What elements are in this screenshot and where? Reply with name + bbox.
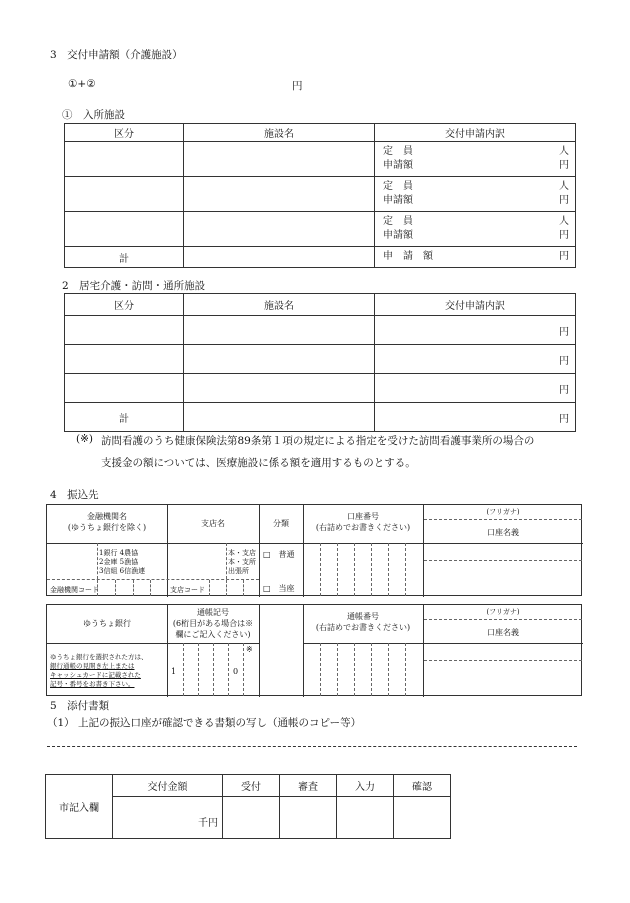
header-confirm: 確認 xyxy=(394,775,451,797)
facility-name-cell[interactable] xyxy=(184,374,375,403)
branch-types-line1: 本・支店 xyxy=(228,549,256,557)
bank-types-line1: 1銀行 4農協 xyxy=(99,549,139,557)
yucho-furigana-label: (フリガナ) xyxy=(486,608,520,616)
header-facility-name: 施設名 xyxy=(184,124,375,142)
yucho-bank-label: ゆうちょ銀行 xyxy=(83,619,131,628)
total-facility-cell xyxy=(184,247,375,268)
review-cell[interactable] xyxy=(280,797,337,839)
account-header-line1: 口座番号 xyxy=(347,512,379,521)
yen-unit: 円 xyxy=(559,160,569,171)
total-amount-label: 申 請 額 xyxy=(383,251,433,262)
branch-code-label: 支店コード xyxy=(170,586,205,594)
total-facility-cell xyxy=(184,403,375,432)
person-unit: 人 xyxy=(559,181,569,192)
number-header-line1: 通帳番号 xyxy=(347,612,379,621)
total-amount-cell[interactable]: 円 xyxy=(375,403,576,432)
account-number-header xyxy=(303,511,423,533)
person-unit: 人 xyxy=(559,146,569,157)
type-header: 分類 xyxy=(273,519,289,528)
section3-title: 3 交付申請額（介護施設） xyxy=(50,49,183,61)
passbook-symbol-header xyxy=(167,607,259,640)
facility-name-cell[interactable] xyxy=(184,142,375,177)
bank-name-header-line2: (ゆうちょ銀行を除く) xyxy=(67,523,147,532)
confirm-cell[interactable] xyxy=(394,797,451,839)
note-mark: (※) xyxy=(76,433,93,445)
teiin-label: 定 員 xyxy=(383,146,413,157)
section5-title: 5 添付書類 xyxy=(50,700,110,712)
yen-unit: 円 xyxy=(559,230,569,241)
breakdown-cell[interactable] xyxy=(375,142,576,177)
section3-yen: 円 xyxy=(292,80,303,92)
number-header-line2: (右詰めでお書きください) xyxy=(315,623,411,632)
symbol-header-line2: (6桁目がある場合は※ xyxy=(172,619,254,628)
input-cell[interactable] xyxy=(337,797,394,839)
category-cell[interactable] xyxy=(65,142,184,177)
section5-item1: （1） 上記の振込口座が確認できる書類の写し（通帳のコピー等） xyxy=(47,717,362,729)
bank-account-table xyxy=(46,504,582,596)
yucho-note-line1: ゆうちょ銀行を選択された方は、 xyxy=(50,653,148,661)
bank-types xyxy=(99,549,145,576)
amount-cell[interactable]: 円 xyxy=(375,345,576,374)
amount-label: 申請額 xyxy=(383,195,413,206)
category-cell[interactable] xyxy=(65,212,184,247)
furigana-label: (フリガナ) xyxy=(486,508,520,516)
facility-name-cell[interactable] xyxy=(184,345,375,374)
branch-types-line3: 出張所 xyxy=(228,567,249,575)
yucho-instructions xyxy=(50,653,148,689)
teiin-label: 定 員 xyxy=(383,181,413,192)
table2-title: 2 居宅介護・訪問・通所施設 xyxy=(62,280,206,292)
note-line-1: 訪問看護のうち健康保険法第89条第１項の規定による指定を受けた訪問看護事業所の場合の xyxy=(101,435,535,447)
header-reception: 受付 xyxy=(223,775,280,797)
branch-types xyxy=(228,549,256,576)
symbol-digit-1: 1 xyxy=(171,667,177,676)
current-checkbox[interactable]: □ 当座 xyxy=(263,584,295,593)
branch-header: 支店名 xyxy=(201,519,225,528)
category-cell[interactable] xyxy=(65,177,184,212)
bank-code-label: 金融機関コード xyxy=(50,586,99,594)
header-input: 入力 xyxy=(337,775,394,797)
amount-label: 申請額 xyxy=(383,160,413,171)
bank-types-line3: 3信組 6信漁連 xyxy=(99,567,146,575)
ordinary-checkbox[interactable]: □ 普通 xyxy=(263,550,295,559)
yucho-note-line2: 銀行通帳の見開き左上または xyxy=(50,662,135,670)
note-line-2: 支援金の額については、医療施設に係る額を適用するものとする。 xyxy=(101,457,416,469)
account-holder-label: 口座名義 xyxy=(487,528,519,537)
bank-types-line2: 2金庫 5漁協 xyxy=(99,558,139,566)
grant-amount-cell[interactable]: 千円 xyxy=(113,797,223,839)
symbol-digit-0: 0 xyxy=(233,667,239,676)
table1-title: ① 入所施設 xyxy=(62,109,125,121)
symbol-header-line1: 通帳記号 xyxy=(197,608,229,617)
header-grant-amount: 交付金額 xyxy=(113,775,223,797)
yen-unit: 円 xyxy=(559,251,569,262)
reception-cell[interactable] xyxy=(223,797,280,839)
amount-cell[interactable]: 円 xyxy=(375,316,576,345)
amount-label: 申請額 xyxy=(383,230,413,241)
bank-name-header xyxy=(47,511,167,533)
section4-title: 4 振込先 xyxy=(50,489,99,501)
cut-line xyxy=(47,746,577,747)
section3-formula: ①+② xyxy=(68,78,96,90)
category-cell[interactable] xyxy=(65,316,184,345)
account-header-line2: (右詰めでお書きください) xyxy=(315,523,411,532)
facility-name-cell[interactable] xyxy=(184,177,375,212)
yucho-account-table xyxy=(46,604,582,696)
yucho-note-line4: 記号・番号をお書き下さい。 xyxy=(50,680,135,688)
office-use-table xyxy=(45,774,451,839)
breakdown-cell[interactable] xyxy=(375,177,576,212)
bank-name-header-line1: 金融機関名 xyxy=(87,512,127,521)
amount-cell[interactable]: 円 xyxy=(375,374,576,403)
header-breakdown: 交付申請内訳 xyxy=(375,294,576,316)
office-use-label: 市記入欄 xyxy=(46,775,113,839)
category-cell[interactable] xyxy=(65,345,184,374)
header-breakdown: 交付申請内訳 xyxy=(375,124,576,142)
category-cell[interactable] xyxy=(65,374,184,403)
yucho-holder-label: 口座名義 xyxy=(487,628,519,637)
yucho-note-line3: キャッシュカードに記載された xyxy=(50,671,141,679)
header-category: 区分 xyxy=(65,124,184,142)
total-label: 計 xyxy=(65,247,184,268)
facility-table-1 xyxy=(64,123,576,268)
person-unit: 人 xyxy=(559,216,569,227)
facility-table-2 xyxy=(64,293,576,432)
header-category: 区分 xyxy=(65,294,184,316)
passbook-number-header xyxy=(303,611,423,633)
total-breakdown-cell[interactable] xyxy=(375,247,576,268)
header-facility-name: 施設名 xyxy=(184,294,375,316)
teiin-label: 定 員 xyxy=(383,216,413,227)
facility-name-cell[interactable] xyxy=(184,316,375,345)
total-label: 計 xyxy=(65,403,184,432)
sixth-digit-mark: ※ xyxy=(246,645,253,654)
symbol-header-line3: 欄にご記入ください) xyxy=(175,630,251,639)
header-review: 審査 xyxy=(280,775,337,797)
yen-unit: 円 xyxy=(559,195,569,206)
branch-types-line2: 本・支所 xyxy=(228,558,256,566)
facility-name-cell[interactable] xyxy=(184,212,375,247)
breakdown-cell[interactable] xyxy=(375,212,576,247)
